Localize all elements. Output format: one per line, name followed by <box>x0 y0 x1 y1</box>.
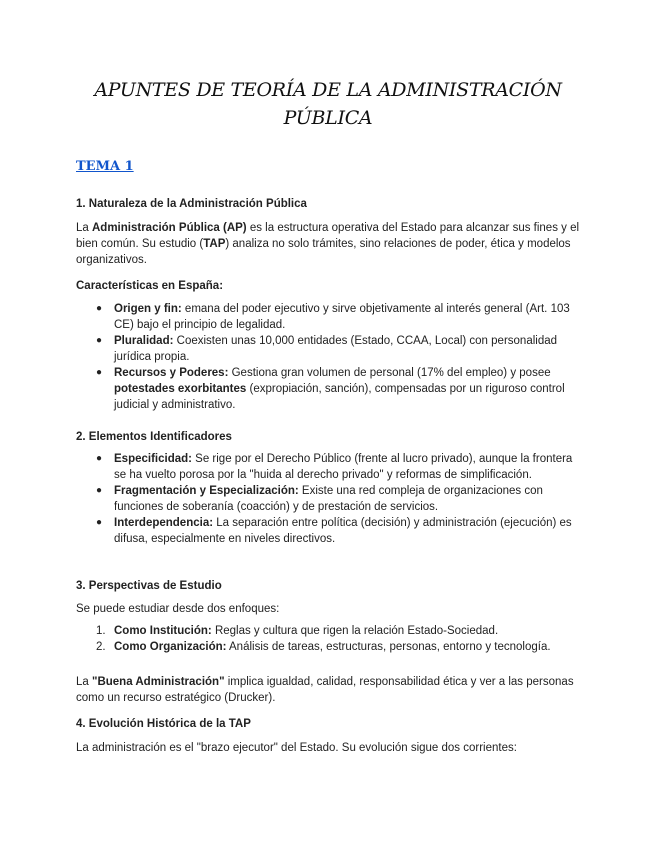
list-item: 2. Como Organización: Análisis de tareas, estructuras, personas, entorno y tecnología. <box>96 641 551 653</box>
list-item: ● Origen y fin: emana del poder ejecutivo y sirve objetivamente al interés general (Art. 103 CE) bajo el principio de legalidad. <box>96 303 570 331</box>
section-4-paragraph: La administración es el "brazo ejecutor" del Estado. Su evolución sigue dos corrientes: <box>76 742 517 754</box>
bullet-icon: ● <box>96 367 103 378</box>
section-3-intro: Se puede estudiar desde dos enfoques: <box>76 603 280 615</box>
caracteristicas-label: Características en España: <box>76 280 224 292</box>
bullet-icon: ● <box>96 453 103 464</box>
list-item: ● Interdependencia: La separación entre política (decisión) y administración (ejecución) es difusa, especialmente en niveles directivos. <box>96 517 572 545</box>
elementos-list <box>76 451 580 547</box>
section-2-heading: 2. Elementos Identificadores <box>76 431 232 443</box>
section-1-heading: 1. Naturaleza de la Administración Pública <box>76 198 307 210</box>
bullet-icon: ● <box>96 485 103 496</box>
perspectivas-list <box>76 623 596 655</box>
document-title: APUNTES DE TEORÍA DE LA ADMINISTRACIÓN PÚBLICA <box>94 79 562 129</box>
tema-link[interactable]: TEMA 1 <box>76 159 134 174</box>
list-item: ● Recursos y Poderes: Gestiona gran volumen de personal (17% del empleo) y posee potestades exorbitantes (expropiación, sanción), compensadas por un riguroso control judicial y administrativo. <box>96 367 565 411</box>
buena-administracion-paragraph: La "Buena Administración" implica igualdad, calidad, responsabilidad ética y ver a las personas como un recurso estratégico (Drucker). <box>76 676 574 704</box>
list-item: ● Especificidad: Se rige por el Derecho Público (frente al lucro privado), aunque la frontera se ha vuelto porosa por la "huida al derecho privado" y reformas de simplificación. <box>96 453 573 481</box>
caracteristicas-list <box>76 301 580 413</box>
list-item: 1. Como Institución: Reglas y cultura que rigen la relación Estado-Sociedad. <box>96 625 499 637</box>
list-item: ● Pluralidad: Coexisten unas 10,000 entidades (Estado, CCAA, Local) con personalidad jurídica propia. <box>96 335 558 363</box>
section-4-heading: 4. Evolución Histórica de la TAP <box>76 718 251 730</box>
section-1-paragraph: La Administración Pública (AP) es la estructura operativa del Estado para alcanzar sus fines y el bien común. Su estudio (TAP) analiza no solo trámites, sino relaciones de poder, ética y modelos organizativos. <box>76 222 580 266</box>
bullet-icon: ● <box>96 303 103 314</box>
bullet-icon: ● <box>96 517 103 528</box>
list-item: ● Fragmentación y Especialización: Existe una red compleja de organizaciones con funciones de soberanía (coacción) y de prestación de servicios. <box>96 485 543 513</box>
section-3-heading: 3. Perspectivas de Estudio <box>76 580 222 592</box>
bullet-icon: ● <box>96 335 103 346</box>
